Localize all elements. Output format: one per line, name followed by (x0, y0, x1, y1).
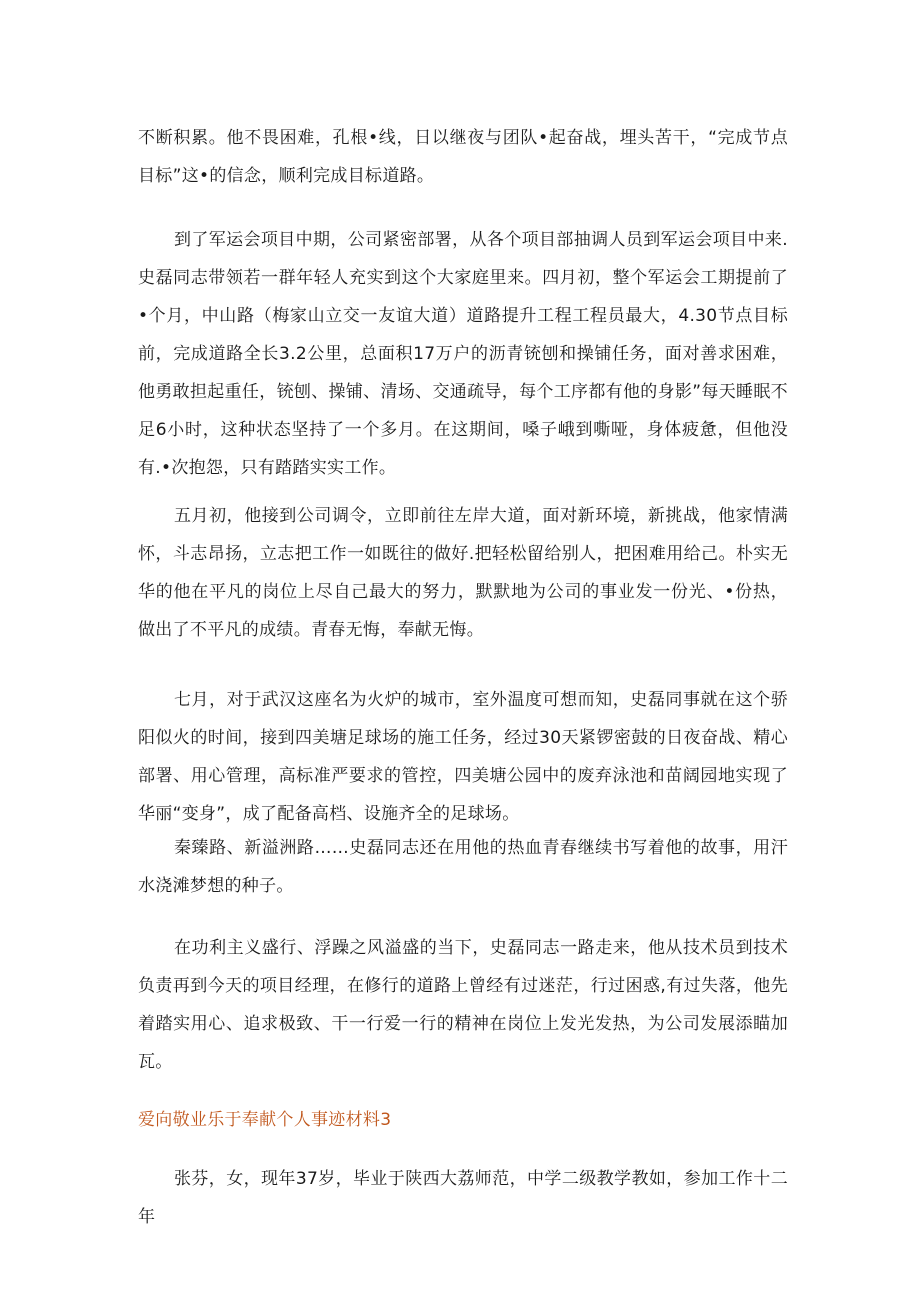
paragraph-3: 五月初，他接到公司调令，立即前往左岸大道，面对新环境，新挑战，他家情满怀，斗志昂扬，立志把工作一如既往的做好.把轻松留给别人，把困难用给己。朴实无华的他在平凡的岗位上尽自己最大的努力，默默地为公司的事业发一份光、•份热，做出了不平凡的成绩。青春无悔，奉献无悔。 (138, 506, 788, 640)
paragraph-6: 在功利主义盛行、浮躁之风溢盛的当下，史磊同志一路走来，他从技术员到技术负责再到今天的项目经理，在修行的道路上曾经有过迷茫，行过困惑,有过失落，他先着踏实用心、追求极致、干一行爱一行的精神在岗位上发光发热，为公司发展添瞄加瓦。 (138, 938, 788, 1072)
paragraph-2: 到了军运会项目中期，公司紧密部署，从各个项目部抽调人员到军运会项目中来.史磊同志带领若一群年轻人充实到这个大家庭里来。四月初，整个军运会工期提前了•个月，中山路（梅家山立交一友谊大道）道路提升工程工程员最大，4.30节点目标前，完成道路全长3.2公里，总面积17万户的沥青铳刨和操铺任务，面对善求困难，他勇敢担起重任，铳刨、操铺、清场、交通疏导，每个工序都有他的身影”每天睡眠不足6小时，这种状态坚持了一个多月。在这期间，嗓子峨到嘶哑，身体疲惫，但他没有.•次抱怨，只有踏踏实实工作。 (138, 230, 788, 478)
section-heading: 爱向敬业乐于奉献个人事迹材料3 (138, 1110, 392, 1130)
paragraph-5: 秦臻路、新溢洲路……史磊同志还在用他的热血青春继续书写着他的故事，用汗水浇滩梦想的种子。 (138, 838, 788, 896)
paragraph-1: 不断积累。他不畏困难，孔根•线，日以继夜与团队•起奋战，埋头苦干，“完成节点目标”这•的信念，顺利完成目标道路。 (138, 128, 788, 186)
paragraph-4: 七月，对于武汉这座名为火炉的城市，室外温度可想而知，史磊同事就在这个骄阳似火的时间，接到四美塘足球场的施工任务，经过30天紧锣密鼓的日夜奋战、精心部署、用心管理，高标准严要求的管控，四美塘公园中的废弃泳池和苗阔园地实现了华丽“变身”，成了配备高档、设施齐全的足球场。 (138, 690, 788, 824)
paragraph-7: 张芬，女，现年37岁，毕业于陕西大荔师范，中学二级教学教如，参加工作十二年 (138, 1169, 788, 1227)
